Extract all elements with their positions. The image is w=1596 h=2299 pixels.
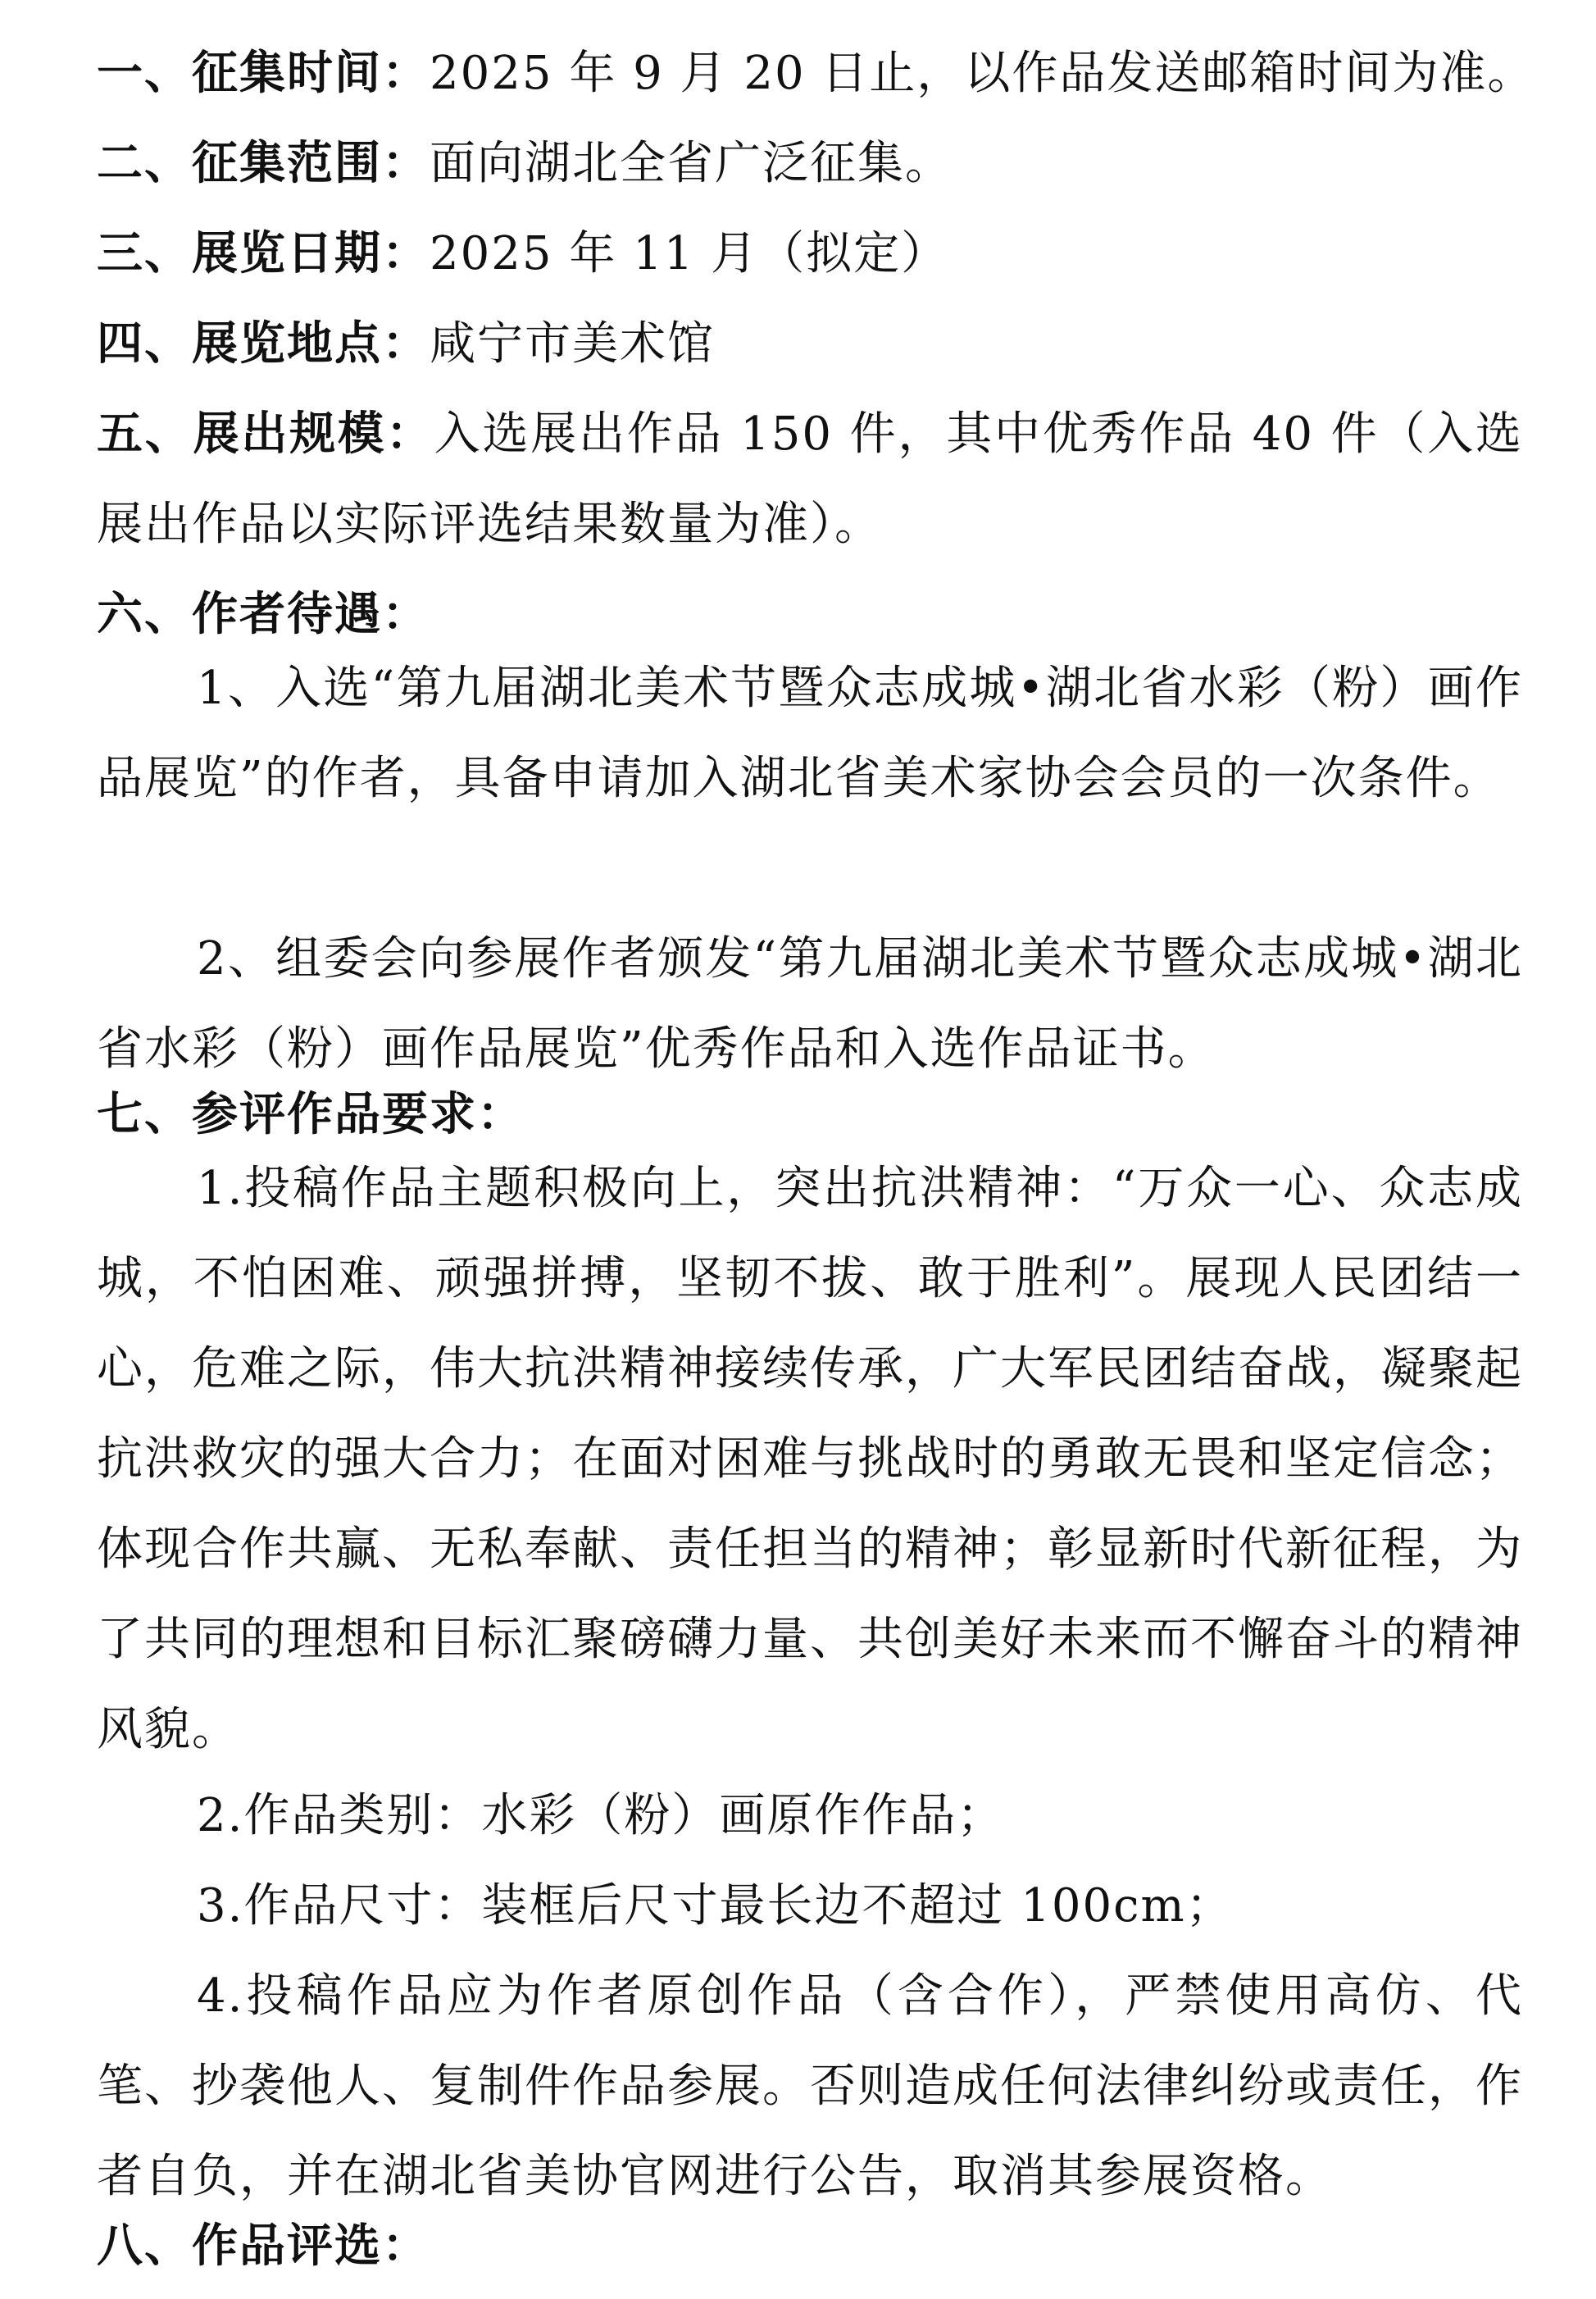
author-benefit-2: 2、组委会向参展作者颁发“第九届湖北美术节暨众志成城•湖北省水彩（粉）画作品展览”优秀作品和入选作品证书。 bbox=[97, 932, 1523, 1076]
section-7-heading: 七、参评作品要求： bbox=[97, 1088, 525, 1141]
section-2 bbox=[97, 135, 1523, 193]
section-1-text: 2025 年 9 月 20 日止，以作品发送邮箱时间为准。 bbox=[430, 47, 1535, 100]
section-4-text: 咸宁市美术馆 bbox=[430, 317, 715, 371]
section-4 bbox=[97, 316, 1523, 373]
section-8-heading: 八、作品评选： bbox=[97, 2219, 430, 2273]
requirement-2: 2.作品类别：水彩（粉）画原作作品； bbox=[197, 1789, 1005, 1842]
requirement-4: 4.投稿作品应为作者原创作品（含合作），严禁使用高仿、代笔、抄袭他人、复制件作品参展。否则造成任何法律纠纷或责任，作者自负，并在湖北省美协官网进行公告，取消其参展资格。 bbox=[97, 1969, 1523, 2203]
author-benefit-1: 1、入选“第九届湖北美术节暨众志成城•湖北省水彩（粉）画作品展览”的作者，具备申请加入湖北省美术家协会会员的一次条件。 bbox=[97, 662, 1523, 805]
section-7 bbox=[97, 1086, 1523, 1144]
section-4-heading: 四、展览地点： bbox=[97, 317, 430, 371]
requirement-3: 3.作品尺寸：装框后尺寸最长边不超过 100cm； bbox=[197, 1879, 1234, 1933]
section-5-text: 入选展出作品 150 件，其中优秀作品 40 件（入选展出作品以实际评选结果数量为准）。 bbox=[97, 407, 1523, 551]
section-5 bbox=[97, 389, 1523, 570]
section-3-heading: 三、展览日期： bbox=[97, 227, 430, 280]
section-2-heading: 二、征集范围： bbox=[97, 137, 430, 190]
section-3 bbox=[97, 225, 1523, 283]
section-6 bbox=[97, 586, 1523, 644]
section-5-heading: 五、展出规模： bbox=[97, 407, 434, 461]
section-2-text: 面向湖北全省广泛征集。 bbox=[430, 137, 953, 190]
section-1-heading: 一、征集时间： bbox=[97, 47, 430, 100]
section-8 bbox=[97, 2218, 1523, 2275]
requirement-1: 1.投稿作品主题积极向上，突出抗洪精神：“万众一心、众志成城，不怕困难、顽强拼搏，坚韧不拔、敢于胜利”。展现人民团结一心，危难之际，伟大抗洪精神接续传承，广大军民团结奋战，凝聚起抗洪救灾的强大合力；在面对困难与挑战时的勇敢无畏和坚定信念；体现合作共赢、无私奉献、责任担当的精神；彰显新时代新征程，为了共同的理想和目标汇聚磅礴力量、共创美好未来而不懈奋斗的精神风貌。 bbox=[97, 1162, 1523, 1756]
section-3-text: 2025 年 11 月（拟定） bbox=[430, 227, 949, 280]
section-1 bbox=[97, 45, 1535, 102]
section-6-heading: 六、作者待遇： bbox=[97, 588, 430, 641]
